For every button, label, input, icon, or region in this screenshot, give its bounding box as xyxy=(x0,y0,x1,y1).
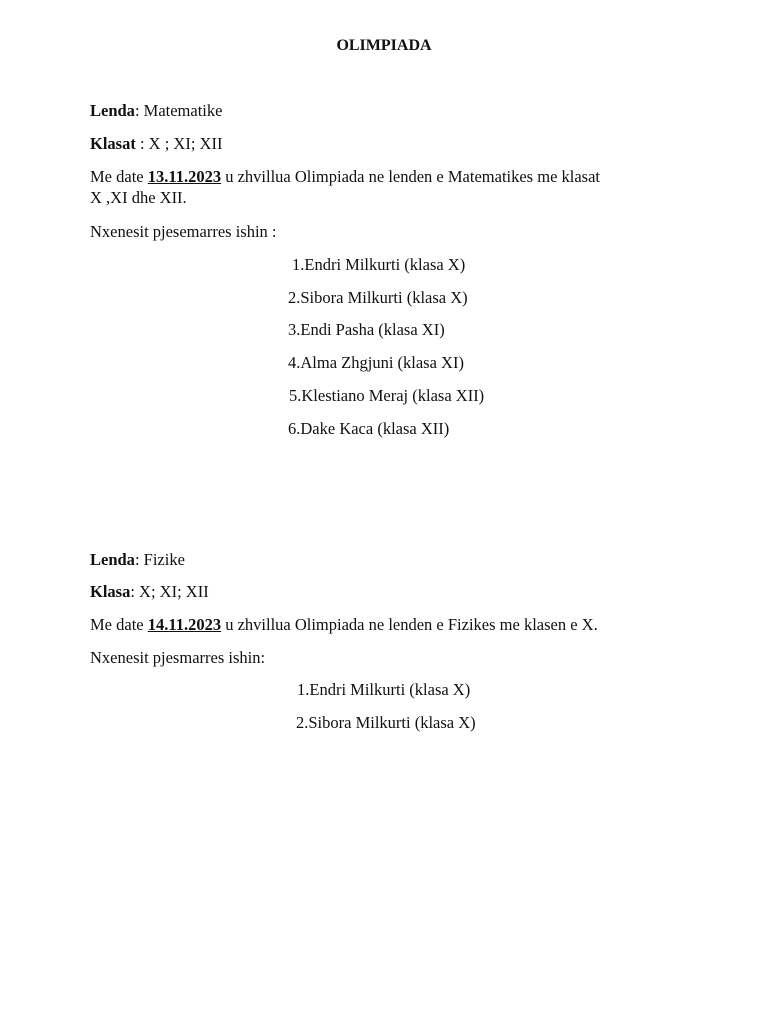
s2-participant: 2.Sibora Milkurti (klasa X) xyxy=(296,713,476,732)
s2-sentence-prefix: Me date xyxy=(90,615,148,634)
s1-sentence-line2: X ,XI dhe XII. xyxy=(90,188,187,207)
s1-participant: 5.Klestiano Meraj (klasa XII) xyxy=(289,386,485,405)
s2-classes-line xyxy=(90,582,209,602)
s1-classes-value: : X ; XI; XII xyxy=(135,134,223,153)
s2-subject-line xyxy=(90,550,185,570)
s1-participant: 3.Endi Pasha (klasa XI) xyxy=(288,320,445,339)
s1-date: 13.11.2023 xyxy=(147,167,222,186)
s2-classes-label: Klasa xyxy=(90,582,131,601)
s2-sentence-line xyxy=(90,615,598,635)
s2-participants-heading: Nxenesit pjesmarres ishin: xyxy=(90,648,266,667)
s1-participant: 1.Endri Milkurti (klasa X) xyxy=(292,255,466,274)
s2-sentence-suffix: u zhvillua Olimpiada ne lenden e Fizikes me klasen e X. xyxy=(221,615,598,634)
s1-participant: 4.Alma Zhgjuni (klasa XI) xyxy=(288,353,464,372)
s1-sentence-suffix: u zhvillua Olimpiada ne lenden e Matematikes me klasat xyxy=(221,167,600,186)
s1-classes-line xyxy=(90,134,222,154)
s1-participants-heading: Nxenesit pjesemarres ishin : xyxy=(90,222,277,241)
s1-classes-label: Klasat xyxy=(90,134,136,153)
document-title: OLIMPIADA xyxy=(336,37,432,54)
s2-subject-label: Lenda xyxy=(90,550,135,569)
s1-participant: 2.Sibora Milkurti (klasa X) xyxy=(288,288,468,307)
s1-subject-value: : Matematike xyxy=(134,101,223,120)
s2-subject-value: : Fizike xyxy=(134,550,185,569)
s1-sentence-line1 xyxy=(90,167,600,187)
s1-subject-label: Lenda xyxy=(90,101,135,120)
s2-classes-value: : X; XI; XII xyxy=(130,582,209,601)
s2-participant: 1.Endri Milkurti (klasa X) xyxy=(297,680,471,699)
s2-date: 14.11.2023 xyxy=(147,615,222,634)
s1-sentence-prefix: Me date xyxy=(90,167,148,186)
s1-subject-line xyxy=(90,101,222,121)
s1-participant: 6.Dake Kaca (klasa XII) xyxy=(288,419,450,438)
